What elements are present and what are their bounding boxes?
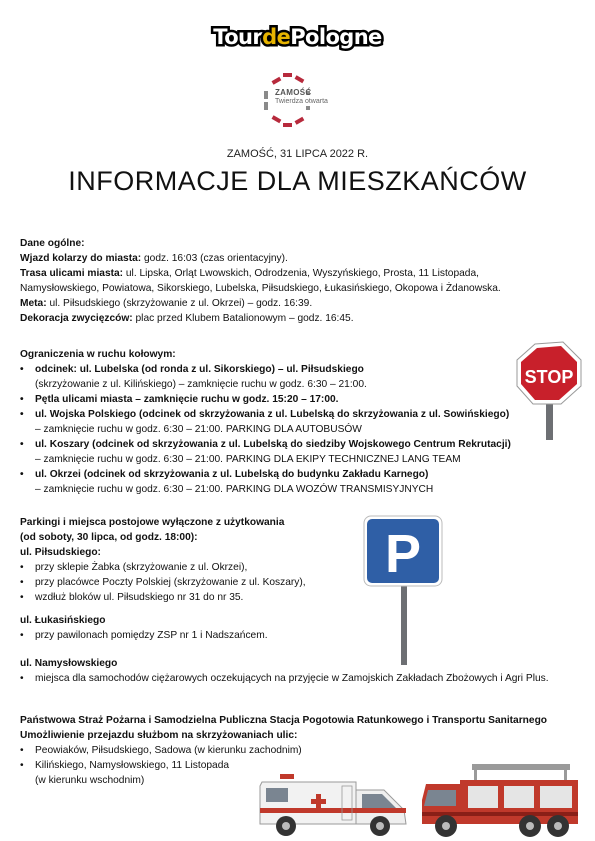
route-label: Trasa ulicami miasta: [20,268,124,279]
traffic-item-5-cont: – zamknięcie ruchu w godz. 6:30 – 21:00. PARKING DLA WOZÓW TRANSMISYJNYCH [35,484,434,495]
traffic-item-4-cont: – zamknięcie ruchu w godz. 6:30 – 21:00. PARKING DLA EKIPY TECHNICZNEJ LANG TEAM [35,454,461,465]
traffic-heading: Ograniczenia w ruchu kołowym: [20,349,176,360]
ambulance-icon [256,772,416,838]
route-text-1: ul. Lipska, Orląt Lwowskich, Odrodzenia, Wyszyńskiego, Prosta, 11 Listopada, [123,268,479,279]
traffic-item-1-cont: (skrzyżowanie z ul. Kilińskiego) – zamknięcie ruchu w godz. 6:30 – 21:00. [35,379,367,390]
ceremony-line [20,311,354,326]
parking-street-3: ul. Namysłowskiego [20,658,118,669]
parking-street-2: ul. Łukasińskiego [20,615,106,626]
finish-line [20,296,312,311]
route-line-2: Namysłowskiego, Powiatowa, Sikorskiego, Lubelska, Piłsudskiego, Łukasińskiego, Okopowa i Żdanowska. [20,283,501,294]
parking-sign-letter: P [384,524,422,584]
traffic-item-4-text: ul. Koszary (odcinek od skrzyżowania z ul. Lubelską do siedziby Wojskowego Centrum Rekrutacji) [35,439,511,450]
general-heading: Dane ogólne: [20,238,85,249]
traffic-item-2-text: Pętla ulicami miasta – zamknięcie ruchu w godz. 15:20 – 17:00. [35,394,339,405]
parking-street-1: ul. Piłsudskiego: [20,547,101,558]
emergency-item-1-text: Peowiaków, Piłsudskiego, Sadowa (w kierunku zachodnim) [35,745,302,756]
emergency-item-2-text: Kilińskiego, Namysłowskiego, 11 Listopada [35,760,230,771]
emergency-heading-1: Państwowa Straż Pożarna i Samodzielna Publiczna Stacja Pogotowia Ratunkowego i Transportu Sanitarnego [20,715,548,726]
finish-label: Meta: [20,298,47,309]
parking-heading-2: (od soboty, 30 lipca, od godz. 18:00): [20,532,198,543]
parking-item-1-3-text: wzdłuż bloków ul. Piłsudskiego nr 31 do nr 35. [35,592,244,603]
dateline: ZAMOŚĆ, 31 LIPCA 2022 R. [226,148,369,160]
ceremony-label: Dekoracja zwycięzców: [20,313,133,324]
stop-sign-icon [515,340,585,440]
brand-part-de: de [262,25,291,49]
brand-part-pologne: Pologne [290,25,382,49]
parking-item-3-1-text: miejsca dla samochodów ciężarowych oczekujących na przyjęcie w Zamojskich Zakładach Zbożowych i Agri Plus. [35,673,549,684]
traffic-item-5-text: ul. Okrzei (odcinek od skrzyżowania z ul. Lubelską do budynku Zakładu Karnego) [35,469,429,480]
parking-sign-icon [363,515,443,665]
parking-item-2-1-text: przy pawilonach pomiędzy ZSP nr 1 i Nadszańcem. [35,630,268,641]
parking-heading-1: Parkingi i miejsca postojowe wyłączone z użytkowania [20,517,285,528]
emergency-heading-2: Umożliwienie przejazdu służbom na skrzyżowaniach ulic: [20,730,298,741]
traffic-item-3-cont: – zamknięcie ruchu w godz. 6:30 – 21:00. PARKING DLA AUTOBUSÓW [35,424,362,435]
emergency-item-2-cont: (w kierunku wschodnim) [35,775,145,786]
parking-item-1-2-text: przy placówce Poczty Polskiej (skrzyżowanie z ul. Koszary), [35,577,306,588]
finish-text: ul. Piłsudskiego (skrzyżowanie z ul. Okrzei) – godz. 16:39. [46,298,313,309]
arrival-label: Wjazd kolarzy do miasta: [20,253,142,264]
stop-sign-text: STOP [524,367,574,387]
city-logo-name: ZAMOŚĆ [275,88,312,97]
parking-item-1-1-text: przy sklepie Żabka (skrzyżowanie z ul. Okrzei), [35,562,248,573]
traffic-item-3-text: ul. Wojska Polskiego (odcinek od skrzyżowania z ul. Lubelską do skrzyżowania z ul. Sowińskiego) [35,409,510,420]
ceremony-text: plac przed Klubem Batalionowym – godz. 16:45. [132,313,354,324]
arrival-line [20,251,288,266]
city-logo-tagline: Twierdza otwarta [275,98,328,105]
arrival-text: godz. 16:03 (czas orientacyjny). [141,253,288,264]
tour-de-pologne-logo [0,24,595,50]
brand-part-tour: Tour [213,25,263,49]
page-title: INFORMACJE DLA MIESZKAŃCÓW [68,166,527,196]
route-line-1 [20,266,479,281]
traffic-item-1-text: odcinek: ul. Lubelska (od ronda z ul. Sikorskiego) – ul. Piłsudskiego [35,364,364,375]
fire-truck-icon [420,762,582,838]
